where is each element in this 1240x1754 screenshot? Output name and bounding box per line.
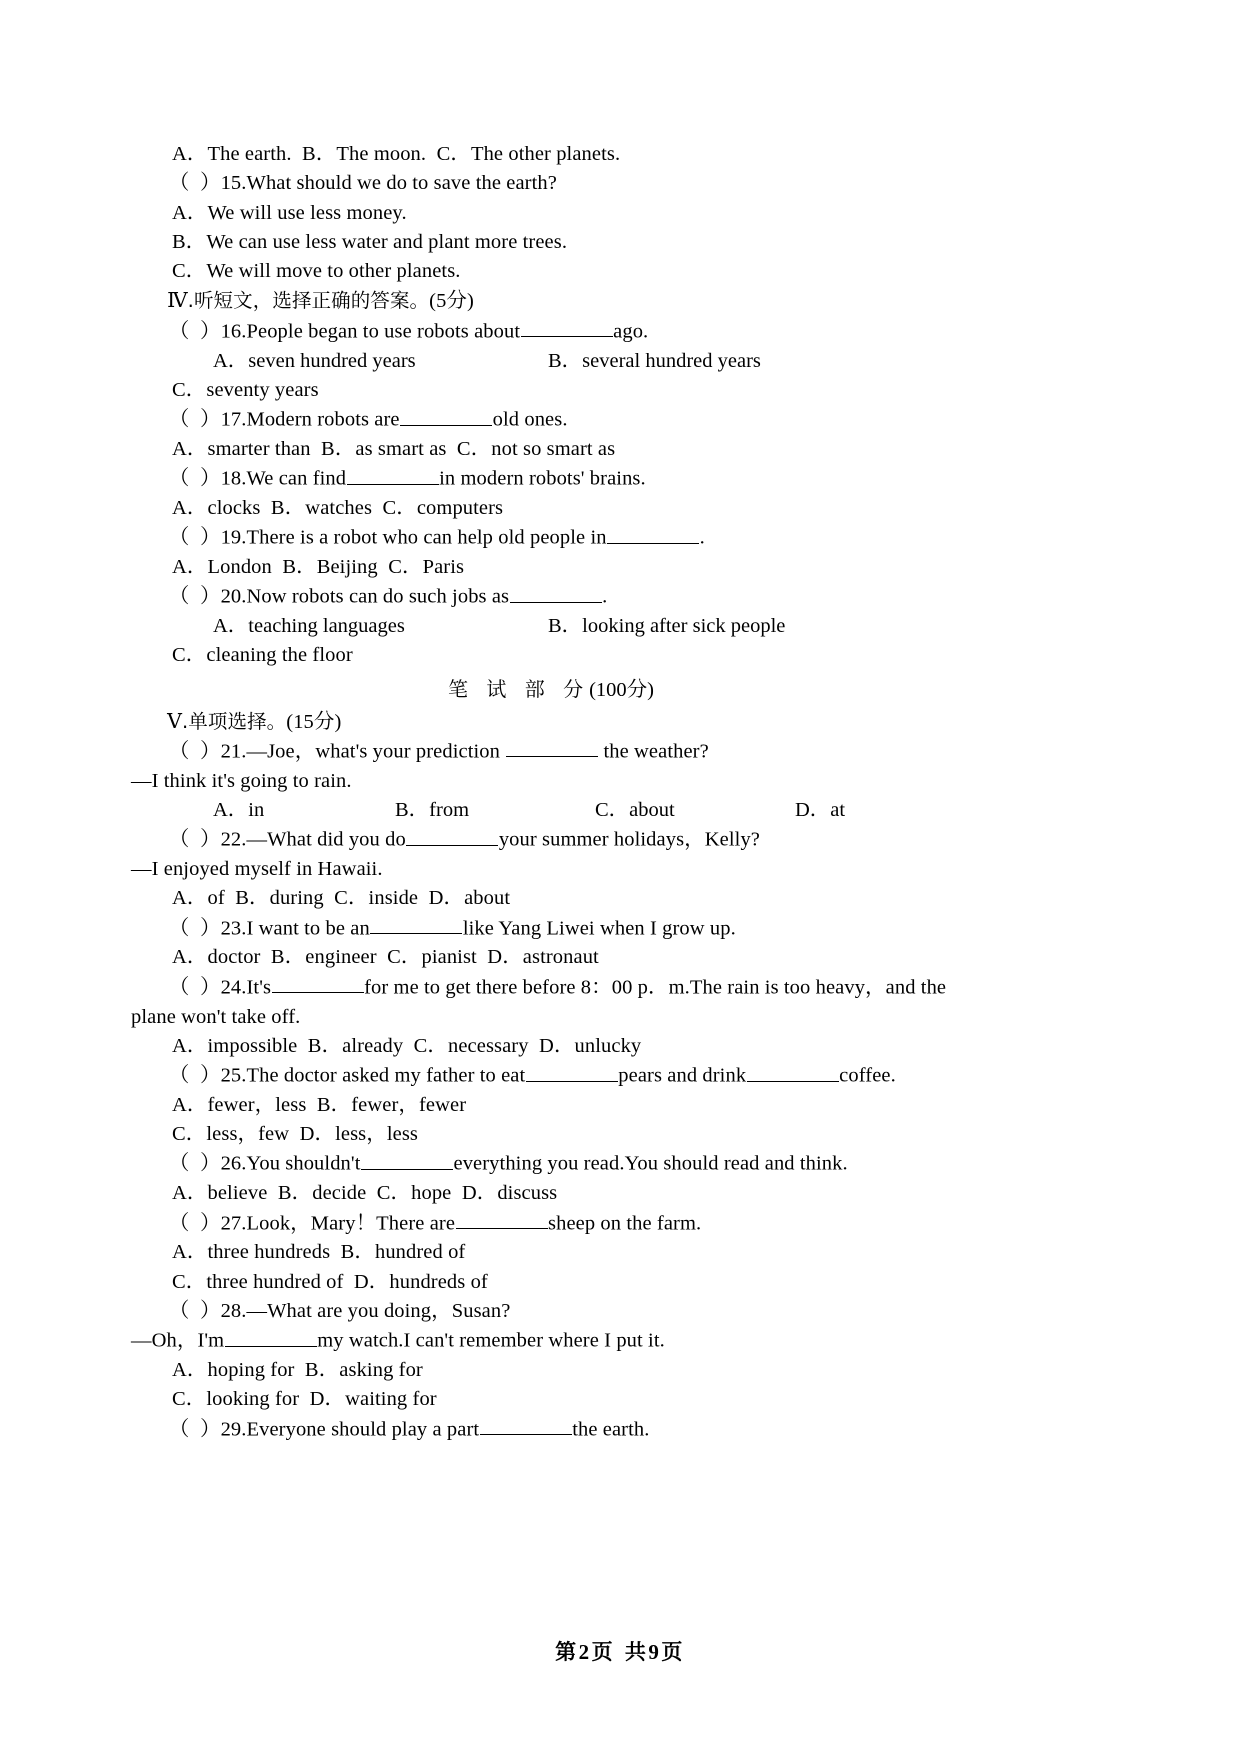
q26-blank bbox=[361, 1149, 453, 1169]
q23-stem-before: （ ）23.I want to be an bbox=[168, 917, 370, 940]
q21-option-a: A．in bbox=[213, 799, 265, 822]
q27-stem bbox=[131, 1209, 971, 1239]
q25-stem-after: coffee. bbox=[839, 1064, 896, 1087]
page-footer bbox=[0, 1636, 1240, 1666]
q27-options-2: C．three hundred of D．hundreds of bbox=[172, 1270, 488, 1293]
footer-suffix: 页 bbox=[661, 1640, 685, 1664]
q20-blank bbox=[510, 582, 602, 602]
q16-stem-after: ago. bbox=[613, 320, 649, 343]
q28-options-2: C．looking for D．waiting for bbox=[172, 1388, 437, 1411]
q23-stem-after: like Yang Liwei when I grow up. bbox=[462, 917, 736, 940]
q17-options: A．smarter than B．as smart as C．not so smart as bbox=[172, 437, 616, 460]
q21-option-c: C．about bbox=[595, 799, 675, 822]
q23-blank bbox=[370, 914, 462, 934]
q22-reply: —I enjoyed myself in Hawaii. bbox=[131, 858, 383, 881]
q21-stem bbox=[131, 737, 971, 767]
q15-stem: （ ）15.What should we do to save the earth? bbox=[168, 172, 557, 195]
q16-option-b: B．several hundred years bbox=[548, 349, 761, 372]
q22-options: A．of B．during C．inside D．about bbox=[172, 887, 511, 910]
q20-option-b: B．looking after sick people bbox=[548, 615, 786, 638]
q29-stem-after: the earth. bbox=[572, 1418, 650, 1441]
q28-reply-after: my watch.I can't remember where I put it. bbox=[317, 1329, 665, 1352]
q20-options bbox=[131, 612, 971, 641]
q20-stem-after: . bbox=[602, 585, 608, 608]
q16-options bbox=[131, 347, 971, 376]
q26-stem-after: everything you read.You should read and think. bbox=[453, 1152, 848, 1175]
q22-stem-after: your summer holidays，Kelly? bbox=[498, 828, 760, 851]
footer-prefix: 第 bbox=[555, 1640, 579, 1664]
q27-stem-after: sheep on the farm. bbox=[548, 1212, 702, 1235]
q19-stem bbox=[131, 523, 971, 553]
q21-option-b: B．from bbox=[395, 799, 470, 822]
q20-stem-before: （ ）20.Now robots can do such jobs as bbox=[168, 585, 510, 608]
q27-blank bbox=[456, 1209, 548, 1229]
q18-options: A．clocks B．watches C．computers bbox=[172, 496, 504, 519]
q22-blank bbox=[406, 825, 498, 845]
q16-blank bbox=[521, 317, 613, 337]
q24-stem-after: for me to get there before 8：00 p．m.The rain is too heavy，and the bbox=[364, 976, 947, 999]
q18-stem-before: （ ）18.We can find bbox=[168, 467, 347, 490]
q24-stem-before: （ ）24.It's bbox=[168, 976, 272, 999]
q16-option-c: C．seventy years bbox=[172, 378, 319, 401]
q21-options bbox=[131, 796, 971, 825]
q17-stem-before: （ ）17.Modern robots are bbox=[168, 408, 400, 431]
q27-stem-before: （ ）27.Look，Mary！There are bbox=[168, 1212, 456, 1235]
q24-stem-wrap: plane won't take off. bbox=[131, 1005, 301, 1028]
section-v-points: (15分) bbox=[286, 710, 342, 733]
q24-stem bbox=[131, 973, 971, 1003]
q20-option-a: A．teaching languages bbox=[213, 615, 405, 638]
q28-blank bbox=[225, 1326, 317, 1346]
written-part-points: (100分) bbox=[589, 678, 654, 701]
q16-stem-before: （ ）16.People began to use robots about bbox=[168, 320, 521, 343]
section-iv-points: (5分) bbox=[429, 290, 474, 313]
q28-options-1: A．hoping for B．asking for bbox=[172, 1358, 423, 1381]
q15-option-a: A．We will use less money. bbox=[172, 201, 407, 224]
q26-options: A．believe B．decide C．hope D．discuss bbox=[172, 1182, 558, 1205]
q15-option-c: C．We will move to other planets. bbox=[172, 260, 461, 283]
q16-option-a: A．seven hundred years bbox=[213, 349, 416, 372]
q22-stem bbox=[131, 825, 971, 855]
q25-stem-middle: pears and drink bbox=[618, 1064, 747, 1087]
q17-blank bbox=[400, 405, 492, 425]
q25-options-1: A．fewer，less B．fewer，fewer bbox=[172, 1093, 467, 1116]
footer-middle: 页 共 bbox=[591, 1640, 649, 1664]
q18-stem bbox=[131, 464, 971, 494]
q19-blank bbox=[607, 523, 699, 543]
written-part-title: 笔 试 部 分 bbox=[448, 676, 590, 701]
section-iv-title: .听短文，选择正确的答案。 bbox=[187, 289, 430, 313]
footer-page-number: 2 bbox=[578, 1640, 592, 1664]
q16-stem bbox=[131, 317, 971, 347]
q20-option-c: C．cleaning the floor bbox=[172, 644, 353, 667]
q24-options: A．impossible B．already C．necessary D．unlucky bbox=[172, 1034, 642, 1057]
q25-blank-1 bbox=[526, 1061, 618, 1081]
q26-stem-before: （ ）26.You shouldn't bbox=[168, 1152, 361, 1175]
q17-stem bbox=[131, 405, 971, 435]
q17-stem-after: old ones. bbox=[492, 408, 568, 431]
q21-blank bbox=[506, 737, 598, 757]
q19-options: A．London B．Beijing C．Paris bbox=[172, 556, 465, 579]
page-content bbox=[131, 140, 971, 1444]
q23-stem bbox=[131, 914, 971, 944]
q28-stem: （ ）28.—What are you doing，Susan? bbox=[168, 1299, 511, 1322]
q21-option-d: D．at bbox=[795, 799, 846, 822]
q19-stem-before: （ ）19.There is a robot who can help old people in bbox=[168, 526, 607, 549]
q21-stem-after: the weather? bbox=[598, 740, 709, 763]
q24-blank bbox=[272, 973, 364, 993]
section-v-heading bbox=[131, 707, 971, 737]
q21-stem-before: （ ）21.—Joe，what's your prediction bbox=[168, 740, 506, 763]
section-iv-numeral: Ⅳ bbox=[167, 290, 188, 313]
section-v-title: .单项选择。 bbox=[181, 709, 287, 733]
q28-reply-before: —Oh，I'm bbox=[131, 1329, 225, 1352]
q25-blank-2 bbox=[747, 1061, 839, 1081]
q27-options-1: A．three hundreds B．hundred of bbox=[172, 1241, 466, 1264]
q19-stem-after: . bbox=[699, 526, 705, 549]
q18-stem-after: in modern robots' brains. bbox=[439, 467, 646, 490]
q29-stem-before: （ ）29.Everyone should play a part bbox=[168, 1418, 480, 1441]
q29-stem bbox=[131, 1415, 971, 1445]
written-part-banner bbox=[131, 673, 971, 706]
q18-blank bbox=[347, 464, 439, 484]
footer-total-pages: 9 bbox=[648, 1640, 662, 1664]
q14-options: A．The earth. B．The moon. C．The other planets. bbox=[172, 143, 621, 165]
section-iv-heading bbox=[131, 286, 971, 316]
q25-options-2: C．less，few D．less，less bbox=[172, 1123, 419, 1146]
q22-stem-before: （ ）22.—What did you do bbox=[168, 828, 406, 851]
q15-option-b: B．We can use less water and plant more trees. bbox=[172, 230, 568, 253]
q29-blank bbox=[480, 1415, 572, 1435]
q25-stem-before: （ ）25.The doctor asked my father to eat bbox=[168, 1064, 526, 1087]
section-v-numeral: Ⅴ bbox=[167, 710, 182, 733]
q20-stem bbox=[131, 582, 971, 612]
q25-stem bbox=[131, 1061, 971, 1091]
q23-options: A．doctor B．engineer C．pianist D．astronaut bbox=[172, 946, 599, 969]
q26-stem bbox=[131, 1149, 971, 1179]
q28-reply bbox=[131, 1326, 971, 1356]
q21-reply: —I think it's going to rain. bbox=[131, 769, 352, 792]
